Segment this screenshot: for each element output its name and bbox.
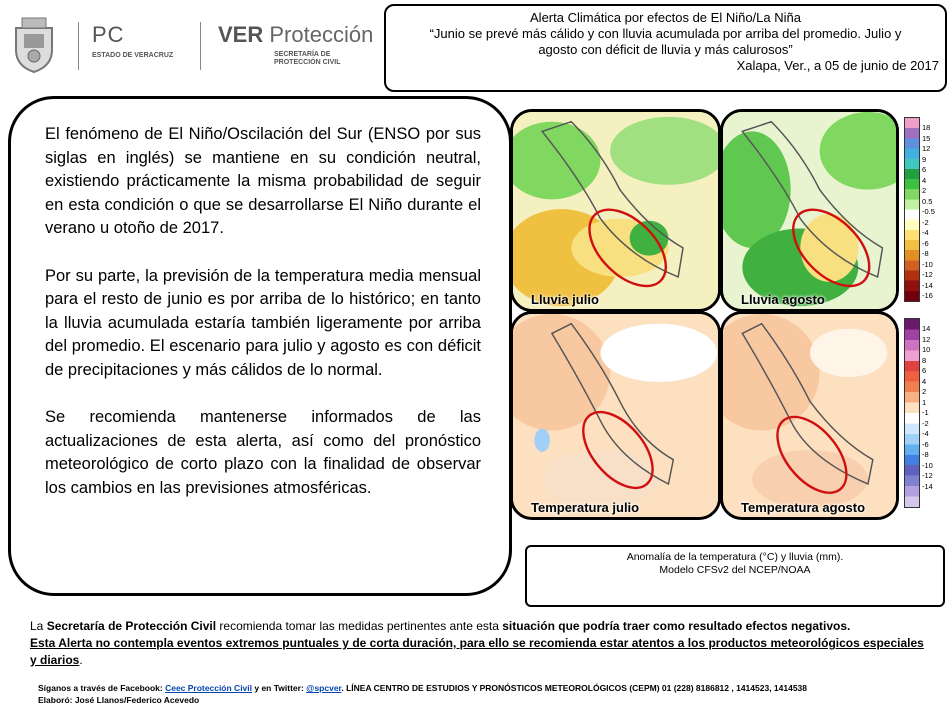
scale-tick-label: 6 [922, 366, 927, 375]
scale-tick-label: 6 [922, 165, 927, 174]
footer-text: y en Twitter: [252, 683, 307, 693]
scale-tick-label: 8 [922, 355, 927, 365]
paragraph-recommendation: Se recomienda mantenerse informados de las actualizaciones de esta alerta, así como del pronóstico meteorológico de corto plazo con la finalidad de observar los cambios en las previsiones atmosféricas. [45, 408, 481, 497]
scale-tick-label: -14 [922, 481, 933, 491]
alert-date: Xalapa, Ver., a 05 de junio de 2017 [736, 58, 939, 73]
scale-tick-label: 12 [922, 334, 931, 344]
scale-tick-label: -14 [922, 280, 933, 290]
scale-tick-label: 12 [922, 144, 931, 153]
map-temp-july [510, 311, 721, 520]
bottom-text: recomienda tomar las medidas pertinentes ante esta [216, 619, 503, 633]
alert-title-box [384, 4, 947, 92]
footer-credits: Elaboró: José Llanos/Federico Acevedo [38, 695, 200, 705]
scale-tick-label: -8 [922, 249, 929, 258]
bottom-bold-org: Secretaría de Protección Civil [46, 619, 217, 633]
scale-tick-label: -12 [922, 471, 933, 480]
veracruz-shield-logo [10, 14, 58, 74]
footer-text: Síganos a través de Facebook: [38, 683, 166, 693]
map-temp-august [720, 311, 899, 520]
scale-tick-label: -10 [922, 460, 933, 470]
facebook-link[interactable]: Ceec Protección Civil [165, 683, 252, 693]
scale-tick-label: -6 [922, 238, 929, 248]
scale-tick-label: 14 [922, 324, 931, 333]
footer [38, 682, 938, 706]
twitter-link[interactable]: @spcver [306, 683, 342, 693]
scale-tick-label: 15 [922, 133, 931, 143]
map-rain-july [510, 109, 721, 312]
scale-tick-label: -6 [922, 439, 929, 449]
rain-color-scale [902, 117, 944, 302]
scale-tick-label: 0.5 [922, 196, 933, 206]
scale-tick-label: -12 [922, 270, 933, 279]
scale-tick-label: -2 [922, 418, 929, 428]
pc-subtitle: ESTADO DE VERACRUZ [92, 52, 174, 59]
scale-bar [904, 318, 920, 508]
map-caption: Temperatura julio [531, 500, 640, 515]
scale-tick-label: -1 [922, 408, 929, 417]
pc-logo [92, 22, 202, 59]
scale-tick-label: -4 [922, 429, 929, 438]
footer-text: . LÍNEA CENTRO DE ESTUDIOS Y PRONÓSTICOS METEOROLÓGICOS (CEPM) 01 (228) 8186812 , 1414523, 1414538 [341, 683, 808, 693]
legend-line1: Anomalía de la temperatura (°C) y lluvia (mm). [626, 551, 844, 563]
alert-quote-line2: agosto con déficit de lluvia y más calurosos” [538, 42, 793, 57]
bottom-text: La [30, 619, 47, 633]
paragraph-forecast: Por su parte, la previsión de la temperatura media mensual para el resto de junio es por arriba de lo histórico; en tanto la lluvia acumulada estaría también ligeramente por arriba del promedio. El escenario para julio y agosto es con déficit de precipitaciones y más cálidos de lo normal. [45, 266, 481, 379]
map-caption: Lluvia julio [531, 292, 599, 307]
alert-title: Alerta Climática por efectos de El Niño/La Niña [530, 10, 801, 25]
header-divider [78, 22, 79, 70]
temperature-color-scale [902, 318, 944, 508]
scale-tick-label: 2 [922, 387, 927, 396]
scale-tick-label: 9 [922, 154, 927, 164]
scale-bar [904, 117, 920, 302]
map-rain-august [720, 109, 899, 312]
scale-tick-label: 4 [922, 175, 927, 185]
scale-tick-label: -2 [922, 217, 929, 227]
alert-quote-line1: “Junio se prevé más cálido y con lluvia acumulada por arriba del promedio. Julio y [429, 26, 902, 41]
bottom-statement [30, 618, 930, 669]
map-caption: Temperatura agosto [741, 500, 866, 515]
scale-tick-label: 4 [922, 376, 927, 386]
ver-sub-1: SECRETARÍA DE [274, 51, 331, 58]
legend-box [525, 545, 945, 607]
scale-tick-label: -8 [922, 450, 929, 459]
bottom-period: . [79, 653, 83, 667]
scale-tick-label: -10 [922, 259, 933, 269]
scale-tick-label: -4 [922, 228, 929, 237]
scale-tick-label: -16 [922, 291, 933, 300]
scale-tick-label: 2 [922, 186, 927, 195]
bottom-warning-underlined: Esta Alerta no contempla eventos extremos puntuales y de corta duración, para ello se recomienda estar atentos a los productos meteorológicos especiales y diarios [30, 636, 924, 667]
paragraph-enso: El fenómeno de El Niño/Oscilación del Sur (ENSO por sus siglas en inglés) se mantiene en su condición neutral, existiendo prácticamente la misma probabilidad de seguir en esta condición o que se desarrollarse El Niño durante el verano u otoño de 2017. [45, 125, 481, 237]
main-text-box [8, 96, 512, 596]
scale-tick-label: 1 [922, 397, 927, 407]
scale-tick-label: 18 [922, 123, 931, 132]
header-divider [200, 22, 201, 70]
legend-line2: Modelo CFSv2 del NCEP/NOAA [659, 564, 811, 576]
scale-tick-label: 10 [922, 345, 931, 354]
ver-proteccion-logo [218, 22, 378, 67]
ver-word: Protección [269, 22, 374, 47]
scale-tick-label: -0.5 [922, 207, 935, 216]
bottom-bold-situation: situación que podría traer como resultado efectos negativos. [502, 619, 851, 633]
ver-sub-2: PROTECCIÓN CIVIL [274, 59, 341, 66]
map-caption: Lluvia agosto [741, 292, 825, 307]
ver-bold: VER [218, 22, 264, 47]
pc-label: PC [92, 22, 125, 47]
